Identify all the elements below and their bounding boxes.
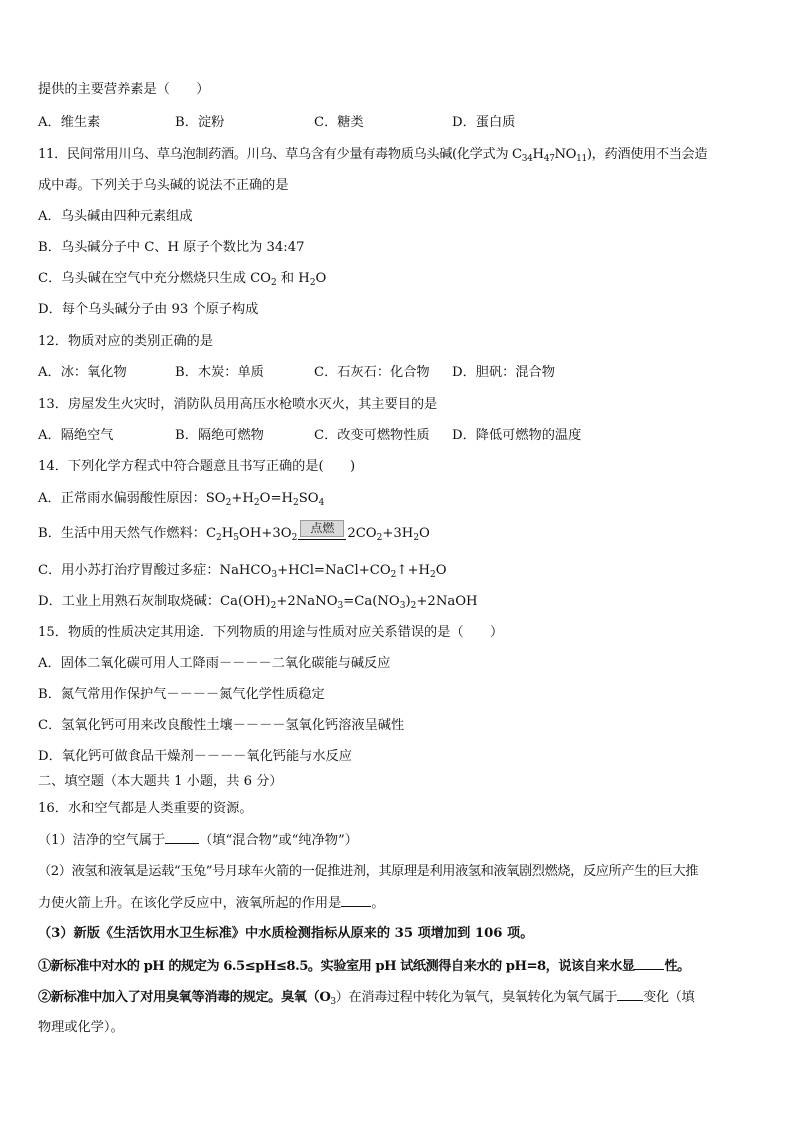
q13-option-a: A．隔绝空气 (38, 428, 114, 443)
q15-stem: 15．物质的性质决定其用途．下列物质的用途与性质对应关系错误的是（ ） (38, 625, 504, 640)
q14-option-d: D．工业上用熟石灰制取烧碱：$Ca(OH)_2+2NaNO_3=Ca(NO_3)_2+2NaOH$ (38, 594, 478, 611)
q14-stem: 14．下列化学方程式中符合题意且书写正确的是( ) (38, 459, 356, 474)
q10-option-d: D．蛋白质 (452, 115, 516, 130)
q12-option-d: D．胆矾：混合物 (452, 365, 555, 380)
q15-option-a: A．固体二氧化碳可用人工降雨－－－－二氧化碳能与碱反应 (38, 656, 391, 671)
q11-stem-line2: 成中毒。下列关于乌头碱的说法不正确的是 (38, 178, 289, 193)
q16-part2-line2: 力使火箭上升。在该化学反应中，液氧所起的作用是 。 (38, 896, 385, 911)
q16-stem: 16．水和空气都是人类重要的资源。 (38, 801, 253, 816)
q11-stem-line1: 11．民间常用川乌、草乌泡制药酒。川乌、草乌含有少量有毒物质乌头碱(化学式为 $C_{34}H_{47}NO_{11}$)，药酒使用不当会造 (38, 147, 708, 164)
q12-option-b: B．木炭：单质 (175, 365, 264, 380)
q11-option-c: C．乌头碱在空气中充分燃烧只生成 $CO_2$ 和 $H_2O$ (38, 271, 327, 288)
answer-blank (634, 957, 664, 970)
q12-stem: 12．物质对应的类别正确的是 (38, 334, 214, 349)
q11-option-d: D．每个乌头碱分子由 93 个原子构成 (38, 302, 259, 317)
q13-stem: 13．房屋发生火灾时，消防队员用高压水枪喷水灭火，其主要目的是 (38, 397, 438, 412)
answer-blank (341, 894, 371, 907)
q12-option-a: A．冰：氧化物 (38, 365, 127, 380)
q11-option-a: A．乌头碱由四种元素组成 (38, 209, 193, 224)
q13-option-c: C．改变可燃物性质 (314, 428, 430, 443)
q14-option-b: B．生活中用天然气作燃料：$C_2H_5OH+3O_2$ 点燃 $2CO_2+3H_2O$ (38, 520, 430, 543)
q13-option-d: D．降低可燃物的温度 (452, 428, 582, 443)
q16-subpart1: ①新标准中对水的 pH 的规定为 6.5≤pH≤8.5。实验室用 pH 试纸测得自来水的 pH=8，说该自来水显 性。 (38, 959, 690, 974)
answer-blank (165, 831, 199, 844)
q14-option-a: A．正常雨水偏弱酸性原因：$SO_2+H_2O=H_2SO_4$ (38, 491, 325, 508)
q10-option-a: A．维生素 (38, 115, 101, 130)
q16-part3: （3）新版《生活饮用水卫生标准》中水质检测指标从原来的 35 项增加到 106 项。 (38, 926, 534, 941)
section-heading-fill-in: 二、填空题（本大题共 1 小题，共 6 分） (38, 774, 283, 789)
q16-subpart2-line2: 物理或化学）。 (38, 1020, 124, 1035)
ignition-condition-label: 点燃 (300, 520, 344, 537)
q16-part2-line1: （2）液氢和液氧是运载“玉兔”号月球车火箭的一促推进剂，其原理是利用液氢和液氧剧烈燃烧，反应所产生的巨大推 (38, 864, 699, 879)
q16-subpart2-line1: ②新标准中加入了对用臭氧等消毒的规定。臭氧$(O_3)$在消毒过程中转化为氧气，臭氧转化为氧气属于 变化（填 (38, 990, 695, 1007)
q16-part1: （1）洁净的空气属于 （填“混合物”或“纯净物”） (38, 833, 358, 848)
answer-blank (617, 988, 643, 1001)
q15-option-c: C．氢氧化钙可用来改良酸性土壤－－－－氢氧化钙溶液呈碱性 (38, 718, 405, 733)
q11-option-b: B．乌头碱分子中 C、H 原子个数比为 34:47 (38, 240, 305, 255)
q15-option-d: D．氧化钙可做食品干燥剂－－－－氧化钙能与水反应 (38, 749, 352, 764)
q10-stem-tail: 提供的主要营养素是（ ） (38, 82, 210, 97)
q12-option-c: C．石灰石：化合物 (314, 365, 430, 380)
q13-option-b: B．隔绝可燃物 (175, 428, 264, 443)
reaction-condition-arrow (298, 520, 346, 542)
q15-option-b: B．氮气常用作保护气－－－－氮气化学性质稳定 (38, 687, 325, 702)
q10-option-c: C．糖类 (314, 115, 364, 130)
q10-option-b: B．淀粉 (175, 115, 225, 130)
q14-option-c: C．用小苏打治疗胃酸过多症：$NaHCO_3+HCl=NaCl+CO_2↑+H_2O$ (38, 563, 447, 580)
